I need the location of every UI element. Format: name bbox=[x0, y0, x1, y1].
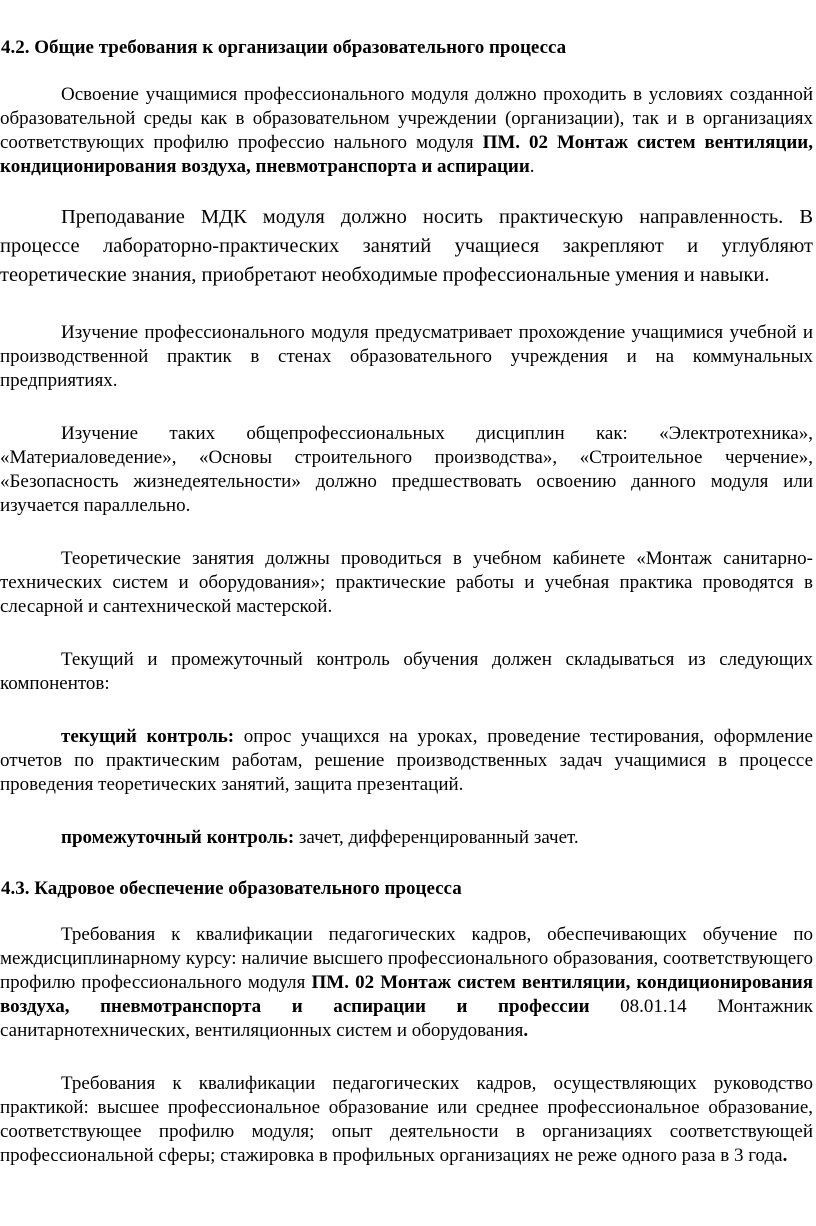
paragraph-control: Текущий и промежуточный контроль обучения должен складываться из следующих компонентов: bbox=[0, 649, 813, 694]
current-control-label: текущий контроль: bbox=[61, 726, 235, 747]
paragraph-text: Требования к квалификации педагогических кадров, осуществляющих руководство практикой: высшее профессиональное образование или среднее профессиональное образование, соответствующее профилю модуля; опыт деятельности в организациях соответствующей профессиональной сферы; стажировка в профильных организациях не реже одного раза в 3 года bbox=[0, 1073, 813, 1166]
section-heading-4-2: 4.2. Общие требования к организации образовательного процесса bbox=[1, 37, 567, 58]
paragraph-practical-orientation: Преподавание МДК модуля должно носить практическую направленность. В процессе лабораторно-практических занятий учащиеся закрепляют и углубляют теоретические знания, приобретают необходимые профессиональные умения и навыки. bbox=[0, 206, 813, 286]
paragraph-module-conditions bbox=[0, 83, 813, 179]
paragraph-text: Освоение учащимися профессионального модуля должно проходить в условиях созданной образовательной среды как в образовательном учреждении (организации), так и в организациях соответствующих профилю профессио нального модуля bbox=[0, 84, 813, 153]
paragraph-text: Требования к квалификации педагогических кадров, обеспечивающих обучение по междисциплинарному курсу: наличие высшего профессионального образования, соответствующего профилю профессионального модуля bbox=[0, 924, 813, 993]
paragraph-current-control bbox=[0, 725, 813, 797]
module-title-bold: ПМ. 02 Монтаж систем вентиляции, кондиционирования воздуха, пневмотранспорта и аспирации bbox=[0, 132, 813, 177]
paragraph-end: . bbox=[782, 1145, 788, 1166]
paragraph-theory-classes: Теоретические занятия должны проводиться в учебном кабинете «Монтаж санитарно-технических систем и оборудования»; практические работы и учебная практика проводятся в слесарной и сантехнической мастерской. bbox=[0, 548, 813, 617]
intermediate-control-text: зачет, дифференцированный зачет. bbox=[294, 827, 579, 848]
paragraph-practice: Изучение профессионального модуля предусматривает прохождение учащимися учебной и производственной практик в стенах образовательного учреждения и на коммунальных предприятиях. bbox=[0, 322, 813, 391]
paragraph-disciplines: Изучение таких общепрофессиональных дисциплин как: «Электротехника», «Материаловедение», «Основы строительного производства», «Строительное черчение», «Безопасность жизнедеятельности» должно предшествовать освоению данного модуля или изучается параллельно. bbox=[0, 423, 813, 516]
paragraph-end: . bbox=[529, 156, 535, 177]
module-title-bold: ПМ. 02 Монтаж систем вентиляции, кондиционирования воздуха, пневмотранспорта и аспирации и профессии bbox=[0, 972, 813, 1017]
paragraph-intermediate-control bbox=[0, 826, 813, 850]
paragraph-staff-requirements bbox=[0, 923, 813, 1043]
intermediate-control-label: промежуточный контроль: bbox=[61, 827, 295, 848]
paragraph-end: . bbox=[523, 1020, 529, 1041]
document-page bbox=[0, 36, 813, 1168]
paragraph-practice-supervisors bbox=[0, 1072, 813, 1168]
profession-text: 08.01.14 Монтажник санитарнотехнических, вентиляционных систем и оборудования bbox=[0, 996, 813, 1041]
current-control-text: опрос учащихся на уроках, проведение тестирования, оформление отчетов по практическим работам, решение производственных задач учащимися в процессе проведения теоретических занятий, защита презентаций. bbox=[0, 726, 813, 795]
section-heading-4-3: 4.3. Кадровое обеспечение образовательного процесса bbox=[1, 878, 462, 899]
